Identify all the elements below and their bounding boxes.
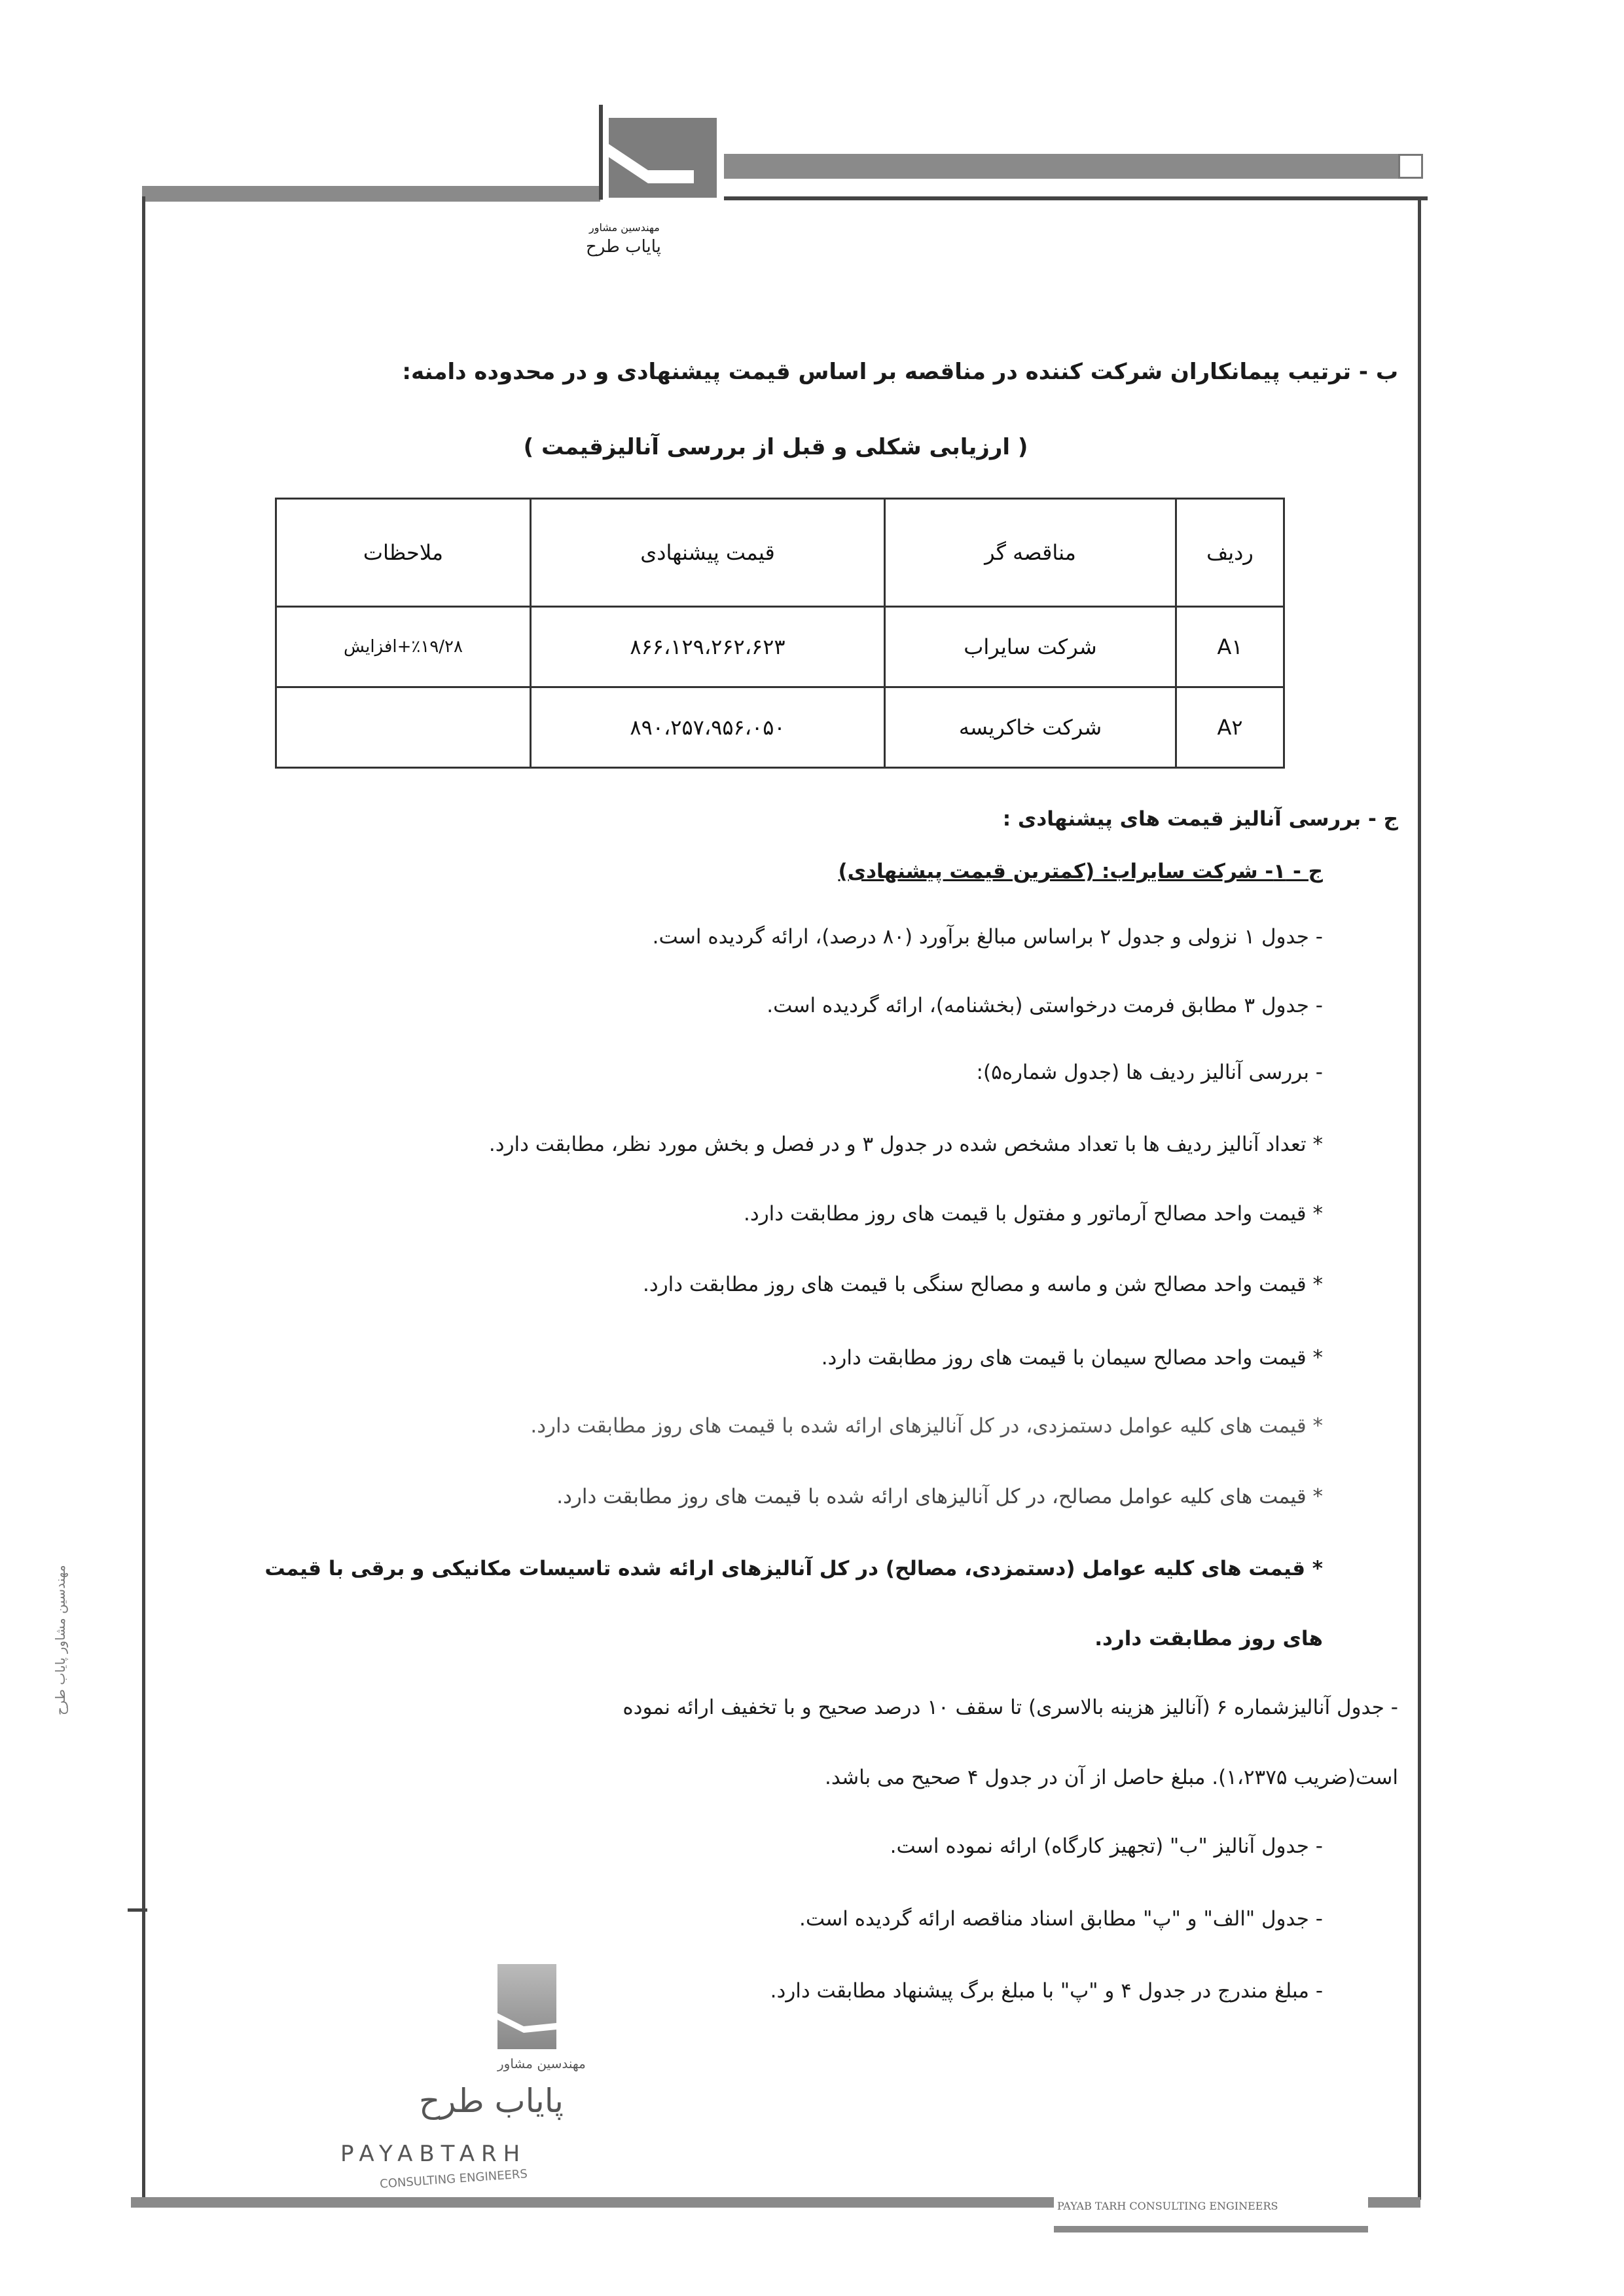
col-header-remarks: ملاحظات [276,499,531,607]
cell-remarks [276,687,531,768]
text-line: - جدول آنالیزشماره ۶ (آنالیز هزینه بالاسری) تا سقف ۱۰ درصد صحیح و با تخفیف ارائه نموده [623,1696,1398,1719]
text-line: - جدول "الف" و "پ" مطابق اسناد مناقصه ارائه گردیده است. [799,1907,1323,1931]
cell-row-number: A۱ [1176,607,1284,687]
table-header-row [276,499,1284,607]
text-line: - جدول ۳ مطابق فرمت درخواستی (بخشنامه)، ارائه گردیده است. [767,994,1323,1017]
bidders-table [275,498,1285,769]
logo-caption-small: مهندسین مشاور [589,221,660,234]
stamp-logo-icon [497,1964,556,2049]
footer-underline [1054,2226,1368,2232]
section-b-heading: ب - ترتیب پیمانکاران شرکت کننده در مناقصه بر اساس قیمت پیشنهادی و در محدوده دامنه: [402,359,1398,385]
cell-bidder: شرکت سایراب [885,607,1176,687]
col-header-bidder: مناقصه گر [885,499,1176,607]
text-line: * قیمت های کلیه عوامل مصالح، در کل آنالیزهای ارائه شده با قیمت های روز مطابقت دارد. [556,1485,1323,1508]
logo-mark-icon [609,118,717,198]
text-line: * قیمت واحد مصالح شن و ماسه و مصالح سنگی با قیمت های روز مطابقت دارد. [643,1273,1323,1296]
text-line: * قیمت های کلیه عوامل (دستمزدی، مصالح) در کل آنالیزهای ارائه شده تاسیسات مکانیکی و برقی با قیمت [264,1557,1323,1580]
frame-right-border [1418,196,1421,2200]
stamp-persian-name: پایاب طرح [419,2082,564,2120]
text-line: - جدول آنالیز "ب" (تجهیز کارگاه) ارائه نموده است. [890,1834,1323,1858]
cell-price: ۸۶۶،۱۲۹،۲۶۲،۶۲۳ [531,607,885,687]
text-line: - مبلغ مندرج در جدول ۴ و "پ" با مبلغ برگ پیشنهاد مطابقت دارد. [770,1979,1323,2003]
cell-remarks: ٪۱۹/۲۸+افزایش [276,607,531,687]
frame-left-border-lower [142,1912,145,2200]
text-line: * قیمت واحد مصالح سیمان با قیمت های روز مطابقت دارد. [821,1346,1323,1370]
stamp-small-text: مهندسین مشاور [497,2056,586,2071]
stamp-sub-text: CONSULTING ENGINEERS [379,2167,528,2191]
text-line: - جدول ۱ نزولی و جدول ۲ براساس مبالغ برآورد (۸۰ درصد)، ارائه گردیده است. [652,925,1323,949]
footer-label: PAYAB TARH CONSULTING ENGINEERS [1057,2200,1278,2212]
frame-bottom-bar [131,2197,1054,2208]
section-c1-subheading: ج - ۱- شرکت سایراب: (کمترین قیمت پیشنهادی) [838,860,1323,883]
logo-caption: پایاب طرح [586,237,661,257]
col-header-proposed-price: قیمت پیشنهادی [531,499,885,607]
col-header-row-number: ردیف [1176,499,1284,607]
text-line: است(ضریب ۱،۲۳۷۵). مبلغ حاصل از آن در جدول ۴ صحیح می باشد. [824,1766,1398,1789]
table-row [276,687,1284,768]
text-line: * تعداد آنالیز ردیف ها با تعداد مشخص شده در جدول ۳ و در فصل و بخش مورد نظر، مطابقت دارد. [488,1133,1323,1156]
frame-bottom-bar-right [1368,2197,1420,2208]
text-line: های روز مطابقت دارد. [1094,1627,1323,1650]
cell-row-number: A۲ [1176,687,1284,768]
cell-price: ۸۹۰،۲۵۷،۹۵۶،۰۵۰ [531,687,885,768]
text-line: * قیمت های کلیه عوامل دستمزدی، در کل آنالیزهای ارائه شده با قیمت های روز مطابقت دارد. [530,1414,1323,1438]
frame-vertical-divider [599,105,603,200]
frame-corner-box [1398,154,1423,179]
text-line: * قیمت واحد مصالح آرماتور و مفتول با قیمت های روز مطابقت دارد. [744,1202,1323,1226]
frame-top-right-thin-line [724,196,1428,200]
cell-bidder: شرکت خاکریسه [885,687,1176,768]
table-row [276,607,1284,687]
side-vertical-text: مهندسین مشاور پایاب طرح [52,1565,68,1715]
stamp-latin-name: PAYABTARH [340,2141,527,2167]
frame-top-left-bar [142,186,600,202]
section-c-heading: ج - بررسی آنالیز قیمت های پیشنهادی : [1002,807,1398,831]
text-line: - بررسی آنالیز ردیف ها (جدول شماره۵): [976,1061,1323,1084]
frame-top-right-bar [724,154,1398,179]
section-b-subheading: ( ارزیابی شکلی و قبل از بررسی آنالیزقیمت ) [523,434,1028,460]
